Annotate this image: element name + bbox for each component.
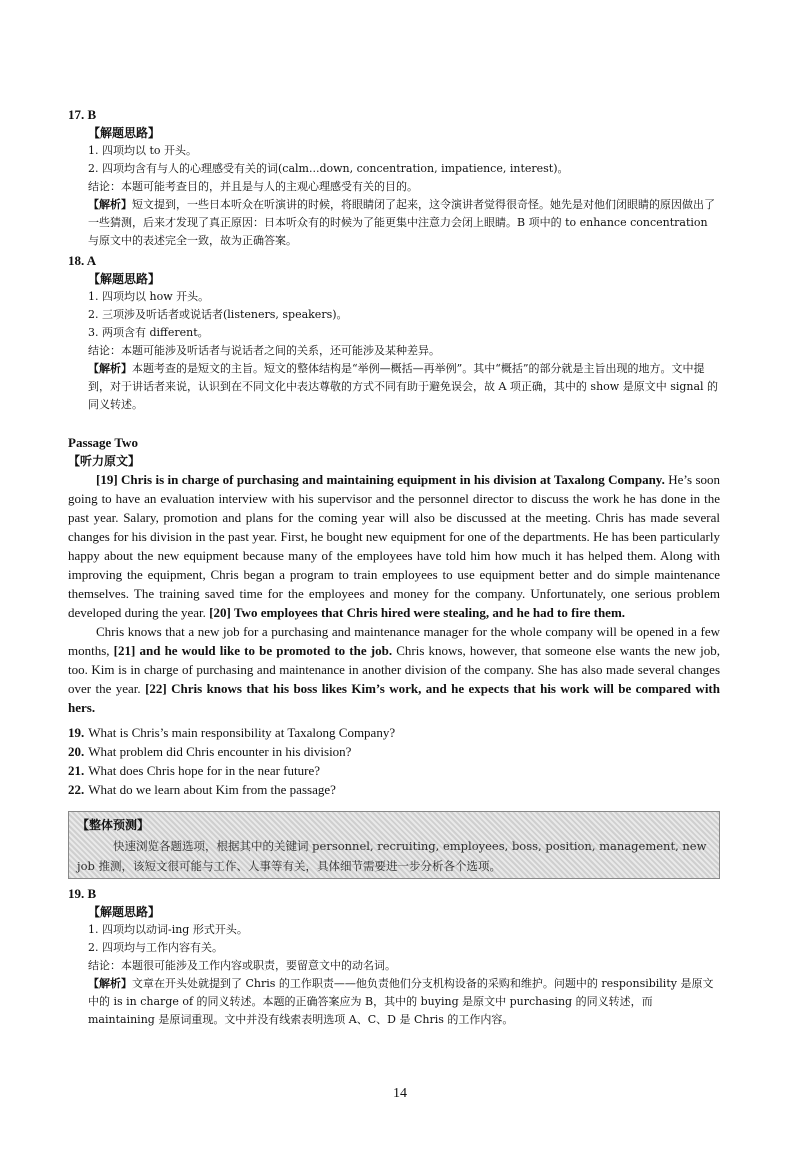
content: [68, 104, 720, 1029]
point: 结论：本题很可能涉及工作内容或职责，要留意文中的动名词。: [88, 959, 396, 972]
overview-label: 【整体预测】: [77, 818, 150, 832]
analysis-text: 短文提到，一些日本听众在听演讲的时候，将眼睛闭了起来，这令演讲者觉得很奇怪。她先是对他们闭眼睛的原因做出了一些猜测，后来才发现了真正原因：日本听众有的时候为了能更集中注意力会闭上眼睛。B 项中的 to enhance concentration 与原文中的表述完全一致，故为正确答案。: [88, 198, 715, 247]
point: 1. 四项均以 how 开头。: [88, 290, 210, 303]
passage-title: Passage Two: [68, 435, 138, 450]
point: 2. 四项均与工作内容有关。: [88, 941, 223, 954]
analysis-tag: 【解析】: [88, 362, 132, 375]
answer-number: 18. A: [68, 253, 97, 268]
point: 结论：本题可能涉及听话者与说话者之间的关系，还可能涉及某种差异。: [88, 344, 440, 357]
point: 2. 三项涉及听话者或说话者(listeners, speakers)。: [88, 308, 348, 321]
segment: [20]: [209, 605, 234, 620]
original-text-label: 【听力原文】: [68, 454, 141, 468]
answer-number: 19. B: [68, 886, 97, 901]
page-number: 14: [393, 1086, 407, 1101]
point: 3. 两项含有 different。: [88, 326, 209, 339]
segment: He’s soon going to have an evaluation interview with his supervisor and the personnel director to discuss the work he has done in the past year. Salary, promotion and plans for the coming year will also be discussed at the meeting. Chris has made several changes for his division in the past year. First, he bought new equipment for one of the departments. He has been particularly happy about the new equipment because many of the employees have told him how much it has helped them. Along with improving the equipment, Chris began a program to train employees to use equipment better and do simple maintenance themselves. The training saved time for the employees and money for the company. Unfortunately, one serious problem developed during the year.: [68, 472, 720, 620]
thinking-title: 【解题思路】: [88, 272, 161, 286]
segment: Chris knows that a new job for a purchasing and maintenance manager for the whole company will be opened in a few months,: [68, 624, 720, 658]
answer-18: [68, 252, 720, 414]
answer-body: [88, 903, 720, 1029]
passage-paragraph-1: [68, 470, 720, 622]
segment: Chris knows that his boss likes Kim’s work, and he expects that his work will be compared with hers.: [68, 681, 720, 715]
analysis: [88, 360, 720, 414]
passage-text: [68, 470, 720, 717]
segment: Two employees that Chris hired were stealing, and he had to fire them.: [233, 605, 626, 620]
analysis-text: 本题考查的是短文的主旨。短文的整体结构是“举例—概括—再举例”。其中“概括”的部分就是主旨出现的地方。文中提到，对于讲话者来说，认识到在不同文化中表达尊敬的方式不同有助于避免误会，故 A 项正确，其中的 show 是原文中 signal 的同义转述。: [88, 362, 719, 411]
segment: Chris knows, however, that someone else wants the new job, too. Kim is in charge of purchasing and maintenance in another division of the company. She has also made several changes over the year.: [68, 643, 720, 696]
analysis: [88, 975, 720, 1029]
answer-19: [68, 885, 720, 1029]
thinking-title: 【解题思路】: [88, 905, 161, 919]
overview-box: [68, 811, 720, 879]
passage-paragraph-2: [68, 622, 720, 717]
answer-number: 17. B: [68, 107, 97, 122]
point: 1. 四项均以动词-ing 形式开头。: [88, 923, 248, 936]
analysis-text: 文章在开头处就提到了 Chris 的工作职责——他负责他们分支机构设备的采购和维护。问题中的 responsibility 是原文中的 is in charge of 的同义转述。本题的正确答案应为 B，其中的 buying 是原文中 purchasing 的同义转述，而 maintaining 是原词重现。文中并没有线索表明选项 A、C、D 是 Chris 的工作内容。: [88, 977, 714, 1026]
question-item: 20. What problem did Chris encounter in his division?: [68, 744, 352, 759]
overview-text: 快速浏览各题选项，根据其中的关键词 personnel, recruiting, employees, boss, position, management, new job 推测，该短文很可能与工作、人事等有关，具体细节需要进一步分析各个选项。: [77, 839, 707, 873]
question-item: 19. What is Chris’s main responsibility at Taxalong Company?: [68, 725, 396, 740]
point: 2. 四项均含有与人的心理感受有关的词(calm...down, concentration, impatience, interest)。: [88, 162, 569, 175]
answer-body: [88, 124, 720, 250]
thinking-title: 【解题思路】: [88, 126, 161, 140]
answer-body: [88, 270, 720, 414]
segment: and he would like to be promoted to the job.: [139, 643, 393, 658]
analysis-tag: 【解析】: [88, 977, 132, 990]
question-list: [68, 723, 720, 799]
segment: [19] Chris is in charge of purchasing and maintaining equipment in his division at Taxalong Company.: [96, 472, 665, 487]
question-item: 22. What do we learn about Kim from the passage?: [68, 782, 336, 797]
answer-17: [68, 106, 720, 250]
question-item: 21. What does Chris hope for in the near future?: [68, 763, 321, 778]
analysis: [88, 196, 720, 250]
segment: [22]: [145, 681, 172, 696]
point: 结论：本题可能考查目的，并且是与人的主观心理感受有关的目的。: [88, 180, 418, 193]
analysis-tag: 【解析】: [88, 198, 132, 211]
point: 1. 四项均以 to 开头。: [88, 144, 198, 157]
segment: [21]: [113, 643, 140, 658]
